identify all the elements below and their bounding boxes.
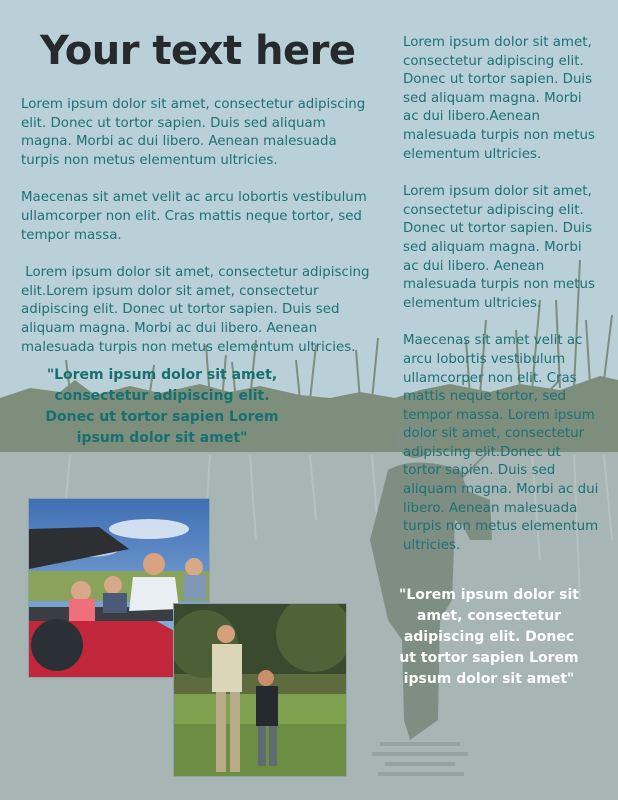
right-text-column <box>403 34 600 555</box>
left-paragraph-2: Maecenas sit amet velit ac arcu lobortis vestibulum ullamcorper non elit. Cras mattis neque tortor, sed tempor massa. <box>21 190 367 243</box>
right-pull-quote: "Lorem ipsum dolor sit amet, consectetur adipiscing elit. Donec ut tortor sapien Lorem ipsum dolor sit amet" <box>399 587 579 687</box>
left-text-column <box>21 96 373 357</box>
golf-course-photo <box>173 603 347 777</box>
left-paragraph-1: Lorem ipsum dolor sit amet, consectetur adipiscing elit. Donec ut tortor sapien. Duis sed aliquam magna. Morbi ac dui libero. Aenean malesuada turpis non metus elementum ultricies. <box>21 97 366 168</box>
left-paragraph-3: Lorem ipsum dolor sit amet, consectetur adipiscing elit.Lorem ipsum dolor sit amet, consectetur adipiscing elit. Donec ut tortor sapien. Duis sed aliquam magna. Morbi ac dui libero. Aenean malesuada turpis non metus elementum ultricies. <box>21 265 374 355</box>
right-paragraph-2: Lorem ipsum dolor sit amet, consectetur adipiscing elit. Donec ut tortor sapien. Duis sed aliquam magna. Morbi ac dui libero. Aenean malesuada turpis non metus elementum ultricies. <box>403 184 595 311</box>
right-paragraph-1: Lorem ipsum dolor sit amet, consectetur adipiscing elit. Donec ut tortor sapien. Duis sed aliquam magna. Morbi ac dui libero.Aenean malesuada turpis non metus elementum ultricies. <box>403 35 595 162</box>
page-title: Your text here <box>40 28 356 74</box>
right-paragraph-3: Maecenas sit amet velit ac arcu lobortis vestibulum ullamcorper non elit. Cras mattis neque tortor, sed tempor massa. Lorem ipsum dolor sit amet, consectetur adipiscing elit.Donec ut tortor sapien. Duis sed aliquam magna. Morbi ac dui libero. Aenean malesuada turpis non metus elementum ultricies. <box>403 333 599 553</box>
left-pull-quote: "Lorem ipsum dolor sit amet, consectetur adipiscing elit. Donec ut tortor sapien Lorem ipsum dolor sit amet" <box>45 367 279 446</box>
